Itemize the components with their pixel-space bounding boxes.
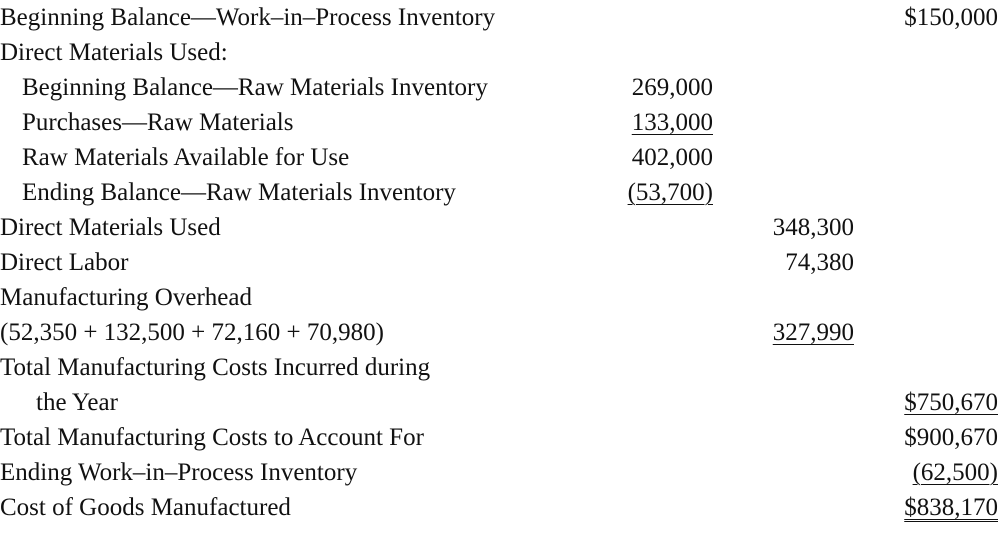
row-beginning-wip — [0, 0, 999, 35]
amount-grand-total: $838,170 — [904, 494, 998, 521]
row-label: Ending Balance—Raw Materials Inventory — [22, 179, 456, 206]
row-label: Total Manufacturing Costs to Account For — [0, 424, 424, 451]
amount-total: $150,000 — [904, 4, 998, 31]
amount-subtotal: 74,380 — [785, 249, 854, 276]
row-beginning-raw-materials — [0, 70, 999, 105]
row-total-costs-incurred-line2 — [0, 385, 999, 420]
row-overhead-breakdown — [0, 315, 999, 350]
amount-total: $900,670 — [904, 424, 998, 451]
row-purchases — [0, 105, 999, 140]
row-label: Total Manufacturing Costs Incurred during — [0, 354, 431, 381]
amount-subtotal: 348,300 — [772, 214, 854, 241]
row-label: the Year — [36, 389, 118, 416]
row-manufacturing-overhead — [0, 280, 999, 315]
row-label: Direct Materials Used — [0, 214, 221, 241]
amount-detail: 269,000 — [631, 74, 713, 101]
row-raw-materials-available — [0, 140, 999, 175]
row-label: Raw Materials Available for Use — [22, 144, 350, 171]
row-cost-of-goods-manufactured — [0, 490, 999, 525]
row-label: (52,350 + 132,500 + 72,160 + 70,980) — [0, 319, 384, 346]
row-direct-labor — [0, 245, 999, 280]
amount-total: $750,670 — [904, 389, 998, 416]
row-label: Direct Materials Used: — [0, 39, 228, 66]
amount-detail: 402,000 — [631, 144, 713, 171]
row-ending-raw-materials — [0, 175, 999, 210]
row-direct-materials-used — [0, 210, 999, 245]
row-direct-materials-header — [0, 35, 999, 70]
amount-total: (62,500) — [912, 459, 998, 486]
amount-detail: (53,700) — [627, 179, 713, 206]
row-label: Beginning Balance—Raw Materials Inventory — [22, 74, 488, 101]
row-label: Purchases—Raw Materials — [22, 109, 294, 136]
row-total-costs-incurred-line1 — [0, 350, 999, 385]
row-label: Ending Work–in–Process Inventory — [0, 459, 358, 486]
row-total-costs-to-account — [0, 420, 999, 455]
row-ending-wip — [0, 455, 999, 490]
row-label: Beginning Balance—Work–in–Process Inventory — [0, 4, 496, 31]
amount-subtotal: 327,990 — [772, 319, 854, 346]
row-label: Manufacturing Overhead — [0, 284, 252, 311]
row-label: Cost of Goods Manufactured — [0, 494, 291, 521]
amount-detail: 133,000 — [631, 109, 713, 136]
row-label: Direct Labor — [0, 249, 129, 276]
